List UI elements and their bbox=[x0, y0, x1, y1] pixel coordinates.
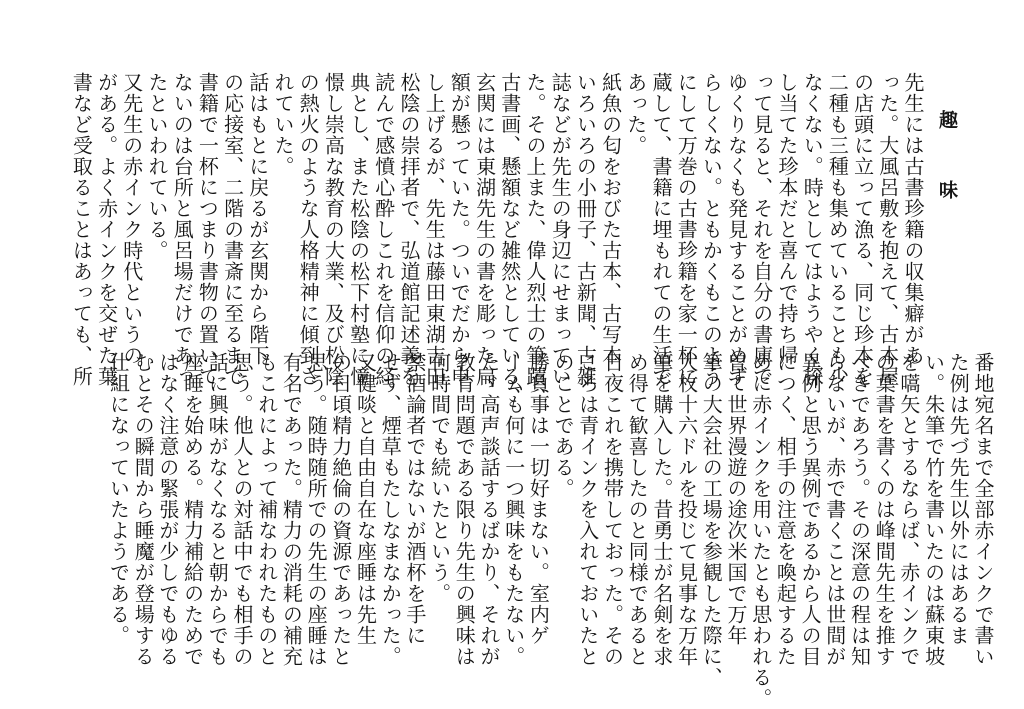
text-column: 有名であった。精力の消耗の補充 bbox=[279, 352, 304, 667]
text-column: の葉書を書くのは峰間先生を推す bbox=[872, 352, 897, 667]
text-column: た。その上また、偉人烈士の筆蹟、 bbox=[523, 72, 547, 408]
text-column: 筆を購入した。昔勇士が名剣を求 bbox=[649, 352, 674, 667]
text-column: はなく注意の緊張が少しでもゆる bbox=[155, 352, 180, 667]
text-column: の日頃精力絶倫の資源であったと bbox=[328, 352, 353, 667]
text-column: 勝負事は一切好まない。室内ゲ bbox=[526, 352, 551, 646]
text-column: ゆくりなくも発見することがめず bbox=[724, 72, 749, 387]
text-column: いろいろの小冊子、古新聞、古雑 bbox=[573, 72, 598, 387]
text-column: たといわれている。 bbox=[145, 72, 169, 261]
text-column: 筆の大会社の工場を参観した際に、 bbox=[699, 352, 724, 688]
text-column: 禁酒論者ではないが酒杯を手に bbox=[402, 352, 427, 646]
text-column: 曽て世界漫遊の途次米国で万年 bbox=[724, 352, 748, 646]
text-column: し上げるが、先生は藤田東湖吉田 bbox=[422, 72, 447, 387]
text-column: 先生には古書珍籍の収集癖があ bbox=[901, 72, 925, 366]
text-column: 額が懸っていた。ついでだから申 bbox=[447, 72, 472, 387]
text-column: なくない。時としてはようやく探 bbox=[800, 72, 825, 387]
text-column: の応接室、二階の書斎に至るまで bbox=[220, 72, 245, 387]
text-column: 紙魚の匂をおびた古本、古写本 bbox=[598, 72, 623, 366]
text-column: 仕組になっていたようである。 bbox=[106, 352, 131, 646]
text-column: め得て歓喜したのと同様であると bbox=[625, 352, 650, 667]
text-column: 書など受取ることはあっても、所 bbox=[69, 72, 94, 387]
text-column: せず、煙草もたしなまなかった。 bbox=[378, 352, 403, 667]
text-column: 古書画、懸額など雑然としている、 bbox=[497, 72, 522, 408]
text-column: ームも何に一つ興味をもたない。 bbox=[501, 352, 526, 667]
text-column: 又健啖と自由自在な座睡は先生 bbox=[353, 352, 378, 646]
text-column: めに赤インクを用いたとも思われる。 bbox=[748, 352, 773, 709]
text-column: を嚆矢とするならば、赤インクで bbox=[896, 352, 921, 667]
text-column: たゞ高声談話するばかり、それが bbox=[477, 352, 501, 667]
text-column: のことである。 bbox=[551, 352, 576, 499]
text-column: 教育問題である限り先生の興味は bbox=[452, 352, 477, 667]
text-column: 憬し崇高な教育の大業、及び松陰 bbox=[321, 72, 346, 387]
text-column: ころは青インクを入れておいたと bbox=[575, 352, 600, 667]
text-column: 日夜これを携帯しておった。その bbox=[600, 352, 625, 667]
text-column: 話はもとに戻るが玄関から階下 bbox=[245, 72, 270, 366]
text-column: し当てた珍本だと喜んで持ち帰 bbox=[775, 72, 799, 366]
text-column: い。朱筆で竹を書いたのは蘇東坡 bbox=[921, 352, 946, 667]
text-column: 大枚十六ドルを投じて見事な万年 bbox=[674, 352, 699, 667]
text-column: た例は先づ先生以外にはあるま bbox=[946, 352, 971, 646]
text-column: 座睡を始める。精力補給のためで bbox=[180, 352, 205, 667]
text-column: あった。 bbox=[623, 72, 648, 156]
text-column: につく、相手の注意を喚起するた bbox=[773, 352, 798, 667]
text-column: った。大風呂敷を抱えて、古本屋 bbox=[875, 72, 900, 387]
text-column: 番地宛名まで全部赤インクで書い bbox=[971, 352, 995, 667]
text-column: の店頭に立って漁る、同じ珍本を bbox=[850, 72, 875, 387]
text-column: ないのは台所と風呂場だけであっ bbox=[170, 72, 195, 387]
text-column: 異例と思う異例であるから人の目 bbox=[798, 352, 823, 667]
text-column: 読んで感憤心酔しこれを信仰の経 bbox=[371, 72, 396, 387]
text-column: 誌などが先生の身辺にせまってい bbox=[548, 72, 573, 387]
text-column: にして万巻の古書珍籍を家一杯に bbox=[674, 72, 699, 387]
text-column: 又先生の赤インク時代というの bbox=[119, 72, 144, 366]
text-column: 思う。他人との対話中でも相手の bbox=[230, 352, 254, 667]
text-column: らないが、赤で書くことは世間が bbox=[822, 352, 847, 667]
text-column: 書籍で一杯につまり書物の置いて bbox=[195, 72, 220, 387]
text-column: べきであろう。その深意の程は知 bbox=[847, 352, 872, 667]
text-column: 思う。随時随所での先生の座睡は bbox=[304, 352, 329, 667]
text-column: らしくない。ともかくもこのよう bbox=[699, 72, 724, 387]
section-heading: 趣 味 bbox=[936, 110, 958, 215]
text-column: って見ると、それを自分の書庫で bbox=[749, 72, 774, 387]
text-column: もこれによって補なわれたものと bbox=[254, 352, 279, 667]
text-column: れていた。 bbox=[271, 72, 295, 177]
text-column: 玄関には東湖先生の書を彫った扁 bbox=[472, 72, 497, 387]
text-column: がある。よく赤インクを交ぜた葉 bbox=[94, 72, 119, 387]
text-column: 二種も三種も集めていることも少 bbox=[825, 72, 850, 387]
text-column: 蔵して、書籍に埋もれての生活で bbox=[649, 72, 673, 387]
text-column: 話に興味がなくなると朝からでも bbox=[205, 352, 230, 667]
text-column: 典とし、また松陰の松下村塾に憧 bbox=[346, 72, 371, 387]
text-column: 松陰の崇拝者で、弘道館記述義を bbox=[397, 72, 421, 387]
text-column: むとその瞬間から睡魔が登場する bbox=[131, 352, 156, 667]
text-column: 何時間でも続いたという。 bbox=[427, 352, 452, 604]
text-column: の熱火のような人格精神に傾到さ bbox=[296, 72, 321, 387]
